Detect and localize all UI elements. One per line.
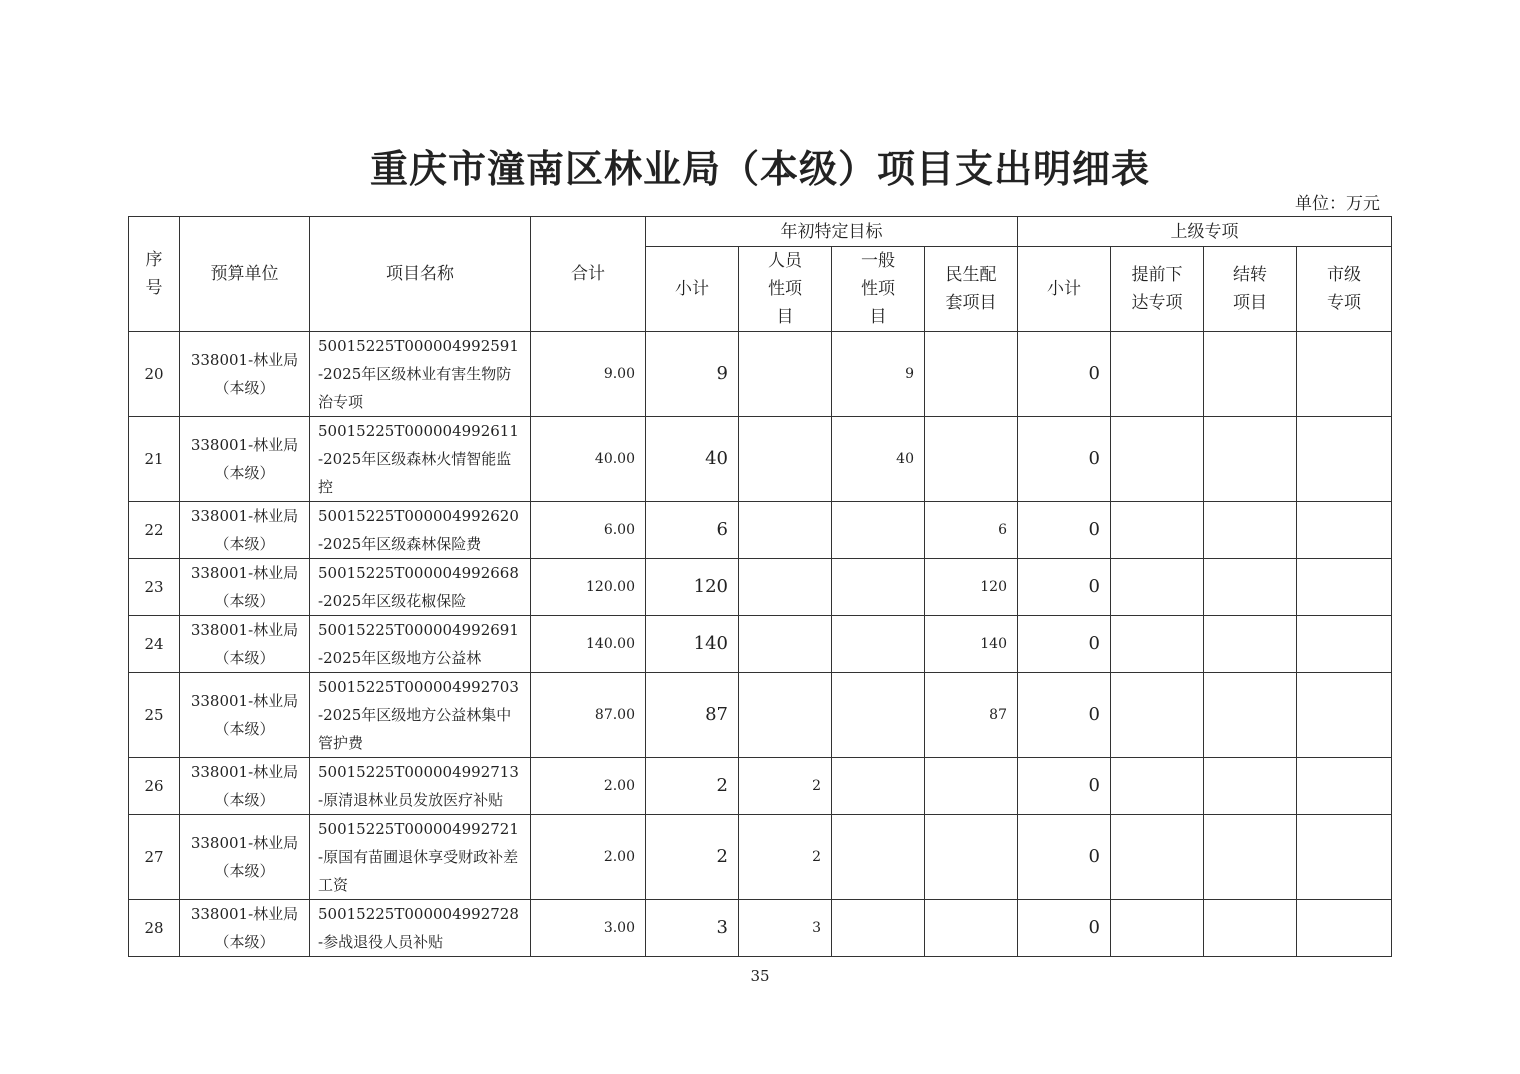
row-advance xyxy=(1111,502,1204,559)
table-row xyxy=(129,900,1392,957)
row-carryover xyxy=(1204,900,1297,957)
row-superior-subtotal: 0 xyxy=(1018,332,1111,417)
header-superior-subtotal: 小计 xyxy=(1018,247,1111,332)
row-municipal xyxy=(1297,758,1392,815)
unit-label: 单位：万元 xyxy=(1295,194,1380,214)
header-total: 合计 xyxy=(531,217,646,332)
row-project-name: 50015225T000004992620-2025年区级森林保险费 xyxy=(310,502,531,559)
row-carryover xyxy=(1204,417,1297,502)
row-livelihood: 6 xyxy=(925,502,1018,559)
row-carryover xyxy=(1204,559,1297,616)
row-carryover xyxy=(1204,815,1297,900)
row-annual-subtotal: 140 xyxy=(646,616,739,673)
row-project-name: 50015225T000004992713-原清退林业员发放医疗补贴 xyxy=(310,758,531,815)
header-annual-subtotal: 小计 xyxy=(646,247,739,332)
table-row xyxy=(129,502,1392,559)
row-seq: 21 xyxy=(129,417,180,502)
row-total: 2.00 xyxy=(531,815,646,900)
header-seq: 序号 xyxy=(129,217,180,332)
table-row xyxy=(129,616,1392,673)
table-row xyxy=(129,332,1392,417)
row-municipal xyxy=(1297,900,1392,957)
row-seq: 25 xyxy=(129,673,180,758)
table-row xyxy=(129,673,1392,758)
table-body xyxy=(129,332,1392,957)
row-advance xyxy=(1111,417,1204,502)
row-superior-subtotal: 0 xyxy=(1018,616,1111,673)
row-project-name: 50015225T000004992611-2025年区级森林火情智能监控 xyxy=(310,417,531,502)
row-carryover xyxy=(1204,332,1297,417)
row-annual-subtotal: 120 xyxy=(646,559,739,616)
row-municipal xyxy=(1297,559,1392,616)
row-superior-subtotal: 0 xyxy=(1018,758,1111,815)
header-annual-target: 年初特定目标 xyxy=(646,217,1018,247)
header-general: 一般性项目 xyxy=(832,247,925,332)
document-title: 重庆市潼南区林业局（本级）项目支出明细表 xyxy=(369,146,1150,191)
table-row xyxy=(129,815,1392,900)
row-municipal xyxy=(1297,616,1392,673)
project-expenditure-table xyxy=(128,216,1392,957)
row-seq: 26 xyxy=(129,758,180,815)
row-personnel xyxy=(739,417,832,502)
header-budget-unit: 预算单位 xyxy=(180,217,310,332)
row-project-name: 50015225T000004992668-2025年区级花椒保险 xyxy=(310,559,531,616)
row-project-name: 50015225T000004992691-2025年区级地方公益林 xyxy=(310,616,531,673)
row-budget-unit: 338001-林业局（本级） xyxy=(180,502,310,559)
row-livelihood xyxy=(925,815,1018,900)
row-seq: 22 xyxy=(129,502,180,559)
row-budget-unit: 338001-林业局（本级） xyxy=(180,758,310,815)
row-advance xyxy=(1111,815,1204,900)
row-general xyxy=(832,758,925,815)
header-livelihood: 民生配套项目 xyxy=(925,247,1018,332)
row-municipal xyxy=(1297,417,1392,502)
row-livelihood xyxy=(925,332,1018,417)
table-row xyxy=(129,417,1392,502)
row-general: 40 xyxy=(832,417,925,502)
row-livelihood: 87 xyxy=(925,673,1018,758)
row-livelihood xyxy=(925,758,1018,815)
row-superior-subtotal: 0 xyxy=(1018,502,1111,559)
page-number: 35 xyxy=(750,967,770,985)
row-superior-subtotal: 0 xyxy=(1018,815,1111,900)
row-budget-unit: 338001-林业局（本级） xyxy=(180,616,310,673)
row-livelihood: 120 xyxy=(925,559,1018,616)
row-general xyxy=(832,900,925,957)
row-annual-subtotal: 2 xyxy=(646,758,739,815)
row-seq: 24 xyxy=(129,616,180,673)
row-advance xyxy=(1111,673,1204,758)
row-municipal xyxy=(1297,815,1392,900)
row-personnel xyxy=(739,673,832,758)
row-carryover xyxy=(1204,616,1297,673)
row-municipal xyxy=(1297,673,1392,758)
row-total: 6.00 xyxy=(531,502,646,559)
header-personnel: 人员性项目 xyxy=(739,247,832,332)
row-annual-subtotal: 3 xyxy=(646,900,739,957)
row-seq: 23 xyxy=(129,559,180,616)
header-advance: 提前下达专项 xyxy=(1111,247,1204,332)
row-project-name: 50015225T000004992591-2025年区级林业有害生物防治专项 xyxy=(310,332,531,417)
row-project-name: 50015225T000004992703-2025年区级地方公益林集中管护费 xyxy=(310,673,531,758)
row-seq: 20 xyxy=(129,332,180,417)
row-personnel xyxy=(739,616,832,673)
row-project-name: 50015225T000004992721-原国有苗圃退休享受财政补差工资 xyxy=(310,815,531,900)
row-superior-subtotal: 0 xyxy=(1018,673,1111,758)
header-project-name: 项目名称 xyxy=(310,217,531,332)
row-general xyxy=(832,673,925,758)
row-total: 9.00 xyxy=(531,332,646,417)
row-general xyxy=(832,502,925,559)
row-livelihood xyxy=(925,900,1018,957)
row-personnel xyxy=(739,332,832,417)
row-municipal xyxy=(1297,332,1392,417)
row-carryover xyxy=(1204,758,1297,815)
row-personnel: 2 xyxy=(739,815,832,900)
row-advance xyxy=(1111,900,1204,957)
row-seq: 27 xyxy=(129,815,180,900)
row-carryover xyxy=(1204,673,1297,758)
row-superior-subtotal: 0 xyxy=(1018,559,1111,616)
row-annual-subtotal: 87 xyxy=(646,673,739,758)
row-advance xyxy=(1111,758,1204,815)
row-personnel: 2 xyxy=(739,758,832,815)
row-general xyxy=(832,616,925,673)
row-livelihood xyxy=(925,417,1018,502)
row-superior-subtotal: 0 xyxy=(1018,417,1111,502)
row-budget-unit: 338001-林业局（本级） xyxy=(180,815,310,900)
header-municipal: 市级专项 xyxy=(1297,247,1392,332)
row-budget-unit: 338001-林业局（本级） xyxy=(180,673,310,758)
row-annual-subtotal: 9 xyxy=(646,332,739,417)
row-general xyxy=(832,815,925,900)
table-row xyxy=(129,758,1392,815)
row-budget-unit: 338001-林业局（本级） xyxy=(180,417,310,502)
row-general: 9 xyxy=(832,332,925,417)
row-advance xyxy=(1111,616,1204,673)
row-advance xyxy=(1111,559,1204,616)
row-annual-subtotal: 6 xyxy=(646,502,739,559)
row-total: 2.00 xyxy=(531,758,646,815)
row-personnel: 3 xyxy=(739,900,832,957)
header-carryover: 结转项目 xyxy=(1204,247,1297,332)
row-total: 120.00 xyxy=(531,559,646,616)
row-personnel xyxy=(739,559,832,616)
row-carryover xyxy=(1204,502,1297,559)
row-personnel xyxy=(739,502,832,559)
row-budget-unit: 338001-林业局（本级） xyxy=(180,332,310,417)
row-municipal xyxy=(1297,502,1392,559)
row-budget-unit: 338001-林业局（本级） xyxy=(180,559,310,616)
table-row xyxy=(129,559,1392,616)
row-project-name: 50015225T000004992728-参战退役人员补贴 xyxy=(310,900,531,957)
row-annual-subtotal: 2 xyxy=(646,815,739,900)
row-annual-subtotal: 40 xyxy=(646,417,739,502)
row-total: 87.00 xyxy=(531,673,646,758)
row-livelihood: 140 xyxy=(925,616,1018,673)
header-superior-special: 上级专项 xyxy=(1018,217,1392,247)
row-budget-unit: 338001-林业局（本级） xyxy=(180,900,310,957)
row-superior-subtotal: 0 xyxy=(1018,900,1111,957)
row-seq: 28 xyxy=(129,900,180,957)
row-advance xyxy=(1111,332,1204,417)
row-total: 140.00 xyxy=(531,616,646,673)
row-total: 3.00 xyxy=(531,900,646,957)
row-total: 40.00 xyxy=(531,417,646,502)
row-general xyxy=(832,559,925,616)
